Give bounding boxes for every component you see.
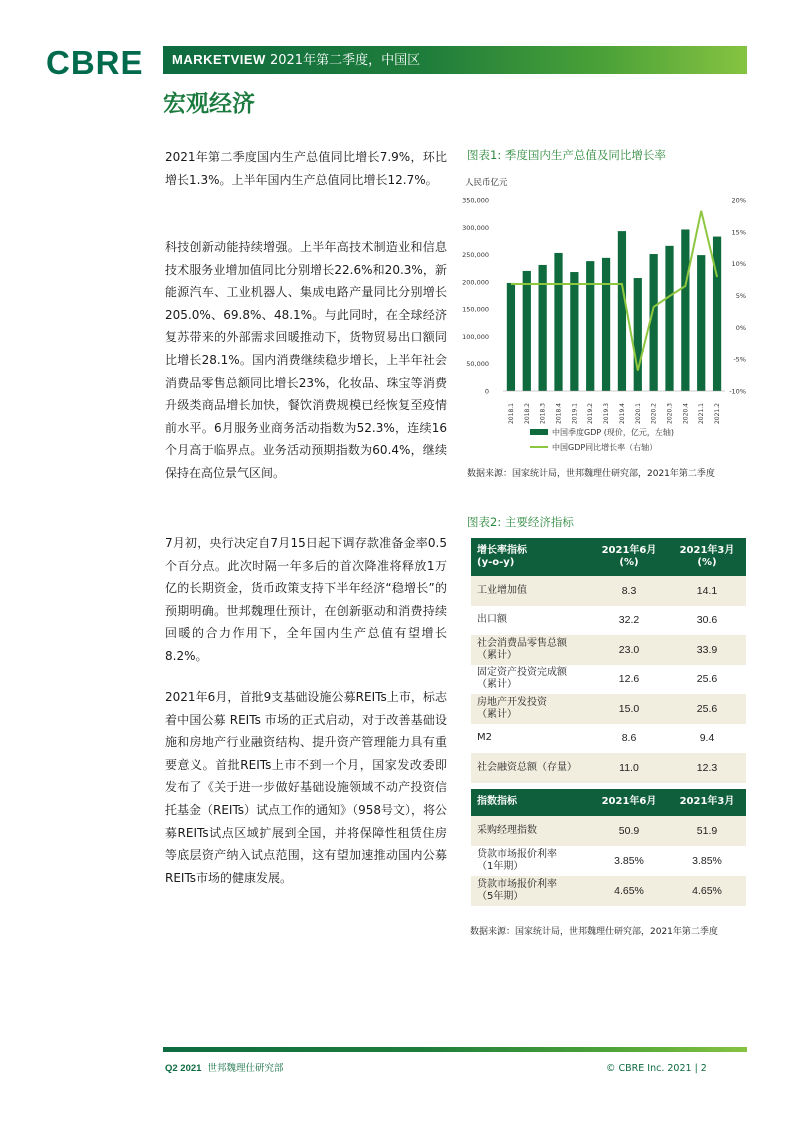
paragraph-monetary-policy: 7月初，央行决定自7月15日起下调存款准备金率0.5个百分点。此次时隔一年多后的首次降准将释放1万亿的长期资金，货币政策支持下半年经济“稳增长”的预期明确。世邦魏理仕预计，在创新驱动和消费持续回暖的合力作用下，全年国内生产总值有望增长8.2%。 xyxy=(165,536,447,663)
left-tick-label: 200,000 xyxy=(462,278,489,287)
gdp-bar xyxy=(697,255,705,391)
x-tick-label: 2020.3 xyxy=(666,403,674,424)
banner-title: 2021年第二季度，中国区 xyxy=(269,53,421,68)
indicator-name: 采购经理指数 xyxy=(471,816,590,846)
header2-mar: 2021年3月 xyxy=(668,789,746,816)
legend-line-label: 中国GDP同比增长率（右轴） xyxy=(552,443,658,452)
gdp-bar xyxy=(602,258,610,391)
indicator-name: 出口额 xyxy=(471,606,590,636)
table-row xyxy=(471,665,746,695)
left-tick-label: 50,000 xyxy=(466,360,489,369)
value-mar: 51.9 xyxy=(668,816,746,846)
value-mar: 30.6 xyxy=(668,606,746,636)
right-tick-label: -10% xyxy=(729,387,746,396)
table-row xyxy=(471,635,746,665)
right-tick-label: 15% xyxy=(731,228,746,237)
table-row xyxy=(471,606,746,636)
gdp-bar xyxy=(523,271,531,391)
paragraph-tech-consumption: 科技创新动能持续增强。上半年高技术制造业和信息技术服务业增加值同比分别增长22.6%和20.3%，新能源汽车、工业机器人、集成电路产量同比分别增长205.0%、69.8%、48.1%。与此同时，在全球经济复苏带来的外部需求回暖推动下，货物贸易出口额同比增长28.1%。国内消费继续稳步增长，上半年社会消费品零售总额同比增长23%，化妆品、珠宝等消费升级类商品增长加快，餐饮消费规模已经恢复至疫情前水平。6月服务业商务活动指数为52.3%，连续16个月高于临界点。业务活动预期指数为60.4%，继续保持在高位景气区间。 xyxy=(165,240,447,480)
value-jun: 50.9 xyxy=(590,816,668,846)
indicator-name: 贷款市场报价利率 （1年期） xyxy=(471,846,590,876)
indicator-name: 工业增加值 xyxy=(471,576,590,606)
x-tick-label: 2019.4 xyxy=(618,403,626,424)
right-tick-label: -5% xyxy=(733,355,746,364)
left-tick-label: 350,000 xyxy=(462,196,489,205)
banner-prefix: MARKETVIEW xyxy=(172,52,266,67)
header-banner xyxy=(163,46,747,74)
indicator-name: 社会融资总额（存量） xyxy=(471,753,590,783)
gdp-bar xyxy=(634,278,642,391)
x-tick-label: 2021.2 xyxy=(714,403,722,424)
value-jun: 8.6 xyxy=(590,724,668,754)
gdp-bar xyxy=(618,231,626,391)
left-tick-label: 300,000 xyxy=(462,223,489,232)
right-tick-label: 0% xyxy=(735,323,746,332)
table-row xyxy=(471,846,746,876)
left-tick-label: 150,000 xyxy=(462,305,489,314)
indicator-name: 固定资产投资完成额 （累计） xyxy=(471,665,590,695)
table-row xyxy=(471,576,746,606)
figure2-title: 图表2: 主要经济指标 xyxy=(467,515,574,529)
value-mar: 4.65% xyxy=(668,876,746,906)
value-mar: 14.1 xyxy=(668,576,746,606)
figure1-source: 数据来源：国家统计局，世邦魏理仕研究部，2021年第二季度 xyxy=(467,469,715,479)
table-header-row xyxy=(471,538,746,576)
value-jun: 3.85% xyxy=(590,846,668,876)
value-mar: 12.3 xyxy=(668,753,746,783)
legend-bar-label: 中国季度GDP (现价，亿元，左轴) xyxy=(552,428,674,437)
x-tick-label: 2018.1 xyxy=(507,403,515,424)
x-tick-label: 2019.2 xyxy=(587,403,595,424)
x-tick-label: 2020.4 xyxy=(682,403,690,424)
indicator-name: 房地产开发投资 （累计） xyxy=(471,694,590,724)
x-tick-label: 2020.1 xyxy=(634,403,642,424)
left-tick-label: 0 xyxy=(484,387,489,396)
header-index-indicator: 指数指标 xyxy=(471,789,590,816)
gdp-bar xyxy=(586,261,594,391)
value-mar: 9.4 xyxy=(668,724,746,754)
value-jun: 8.3 xyxy=(590,576,668,606)
value-mar: 3.85% xyxy=(668,846,746,876)
table-row xyxy=(471,724,746,754)
figure1-title: 图表1: 季度国内生产总值及同比增长率 xyxy=(467,148,666,162)
gdp-bar xyxy=(665,246,673,391)
table-row xyxy=(471,816,746,846)
right-tick-label: 20% xyxy=(731,196,746,205)
header2-jun: 2021年6月 xyxy=(590,789,668,816)
left-axis-title: 人民币亿元 xyxy=(465,178,508,188)
value-jun: 12.6 xyxy=(590,665,668,695)
left-tick-label: 250,000 xyxy=(462,251,489,260)
indicator-name: 贷款市场报价利率 （5年期） xyxy=(471,876,590,906)
x-tick-label: 2018.2 xyxy=(523,403,531,424)
indicators-table xyxy=(471,538,746,906)
gdp-bar xyxy=(570,272,578,391)
value-jun: 4.65% xyxy=(590,876,668,906)
x-tick-label: 2021.1 xyxy=(698,403,706,424)
table-row xyxy=(471,876,746,906)
cbre-logo: CBRE xyxy=(46,44,144,81)
table-row xyxy=(471,753,746,783)
right-tick-label: 10% xyxy=(731,260,746,269)
gdp-bar xyxy=(681,229,689,391)
left-tick-label: 100,000 xyxy=(462,332,489,341)
footer-right: © CBRE Inc. 2021 | 2 xyxy=(606,1063,707,1074)
gdp-bar xyxy=(713,237,721,391)
x-tick-label: 2018.4 xyxy=(555,403,563,424)
section-title: 宏观经济 xyxy=(163,91,255,117)
value-jun: 23.0 xyxy=(590,635,668,665)
figure2-source: 数据来源：国家统计局，世邦魏理仕研究部，2021年第二季度 xyxy=(470,927,718,937)
paragraph-reits: 2021年6月，首批9支基础设施公募REITs上市，标志着中国公募 REITs 市场的正式启动，对于改善基础设施和房地产行业融资结构、提升资产管理能力具有重要意义。首批REITs上市不到一个月，国家发改委即发布了《关于进一步做好基础设施领域不动产投资信托基金（REITs）试点工作的通知》（958号文），将公募REITs试点区域扩展到全国，并将保障性租赁住房等底层资产纳入试点范围，这有望加速推动国内公募REITs市场的健康发展。 xyxy=(165,690,447,885)
value-mar: 25.6 xyxy=(668,694,746,724)
value-jun: 32.2 xyxy=(590,606,668,636)
value-mar: 25.6 xyxy=(668,665,746,695)
legend-swatch-bar xyxy=(530,429,548,435)
indicator-name: 社会消费品零售总额 （累计） xyxy=(471,635,590,665)
table-row xyxy=(471,694,746,724)
footer-left: Q2 2021 世邦魏理仕研究部 xyxy=(165,1063,284,1074)
gdp-chart xyxy=(462,170,752,460)
x-tick-label: 2020.2 xyxy=(650,403,658,424)
gdp-bar xyxy=(554,253,562,391)
paragraph-gdp: 2021年第二季度国内生产总值同比增长7.9%，环比增长1.3%。上半年国内生产总值同比增长12.7%。 xyxy=(165,150,447,187)
x-tick-label: 2019.3 xyxy=(603,403,611,424)
header-growth-indicator: 增长率指标 (y-o-y) xyxy=(471,538,590,576)
x-tick-label: 2018.3 xyxy=(539,403,547,424)
indicator-name: M2 xyxy=(471,724,590,754)
value-jun: 11.0 xyxy=(590,753,668,783)
header-mar: 2021年3月 (%) xyxy=(668,538,746,576)
x-tick-label: 2019.1 xyxy=(571,403,579,424)
value-mar: 33.9 xyxy=(668,635,746,665)
gdp-bar xyxy=(507,283,515,391)
chart-legend xyxy=(530,427,674,452)
value-jun: 15.0 xyxy=(590,694,668,724)
footer-bar xyxy=(163,1047,747,1052)
right-tick-label: 5% xyxy=(735,292,746,300)
table-header-row-2 xyxy=(471,789,746,816)
header-jun: 2021年6月 (%) xyxy=(590,538,668,576)
